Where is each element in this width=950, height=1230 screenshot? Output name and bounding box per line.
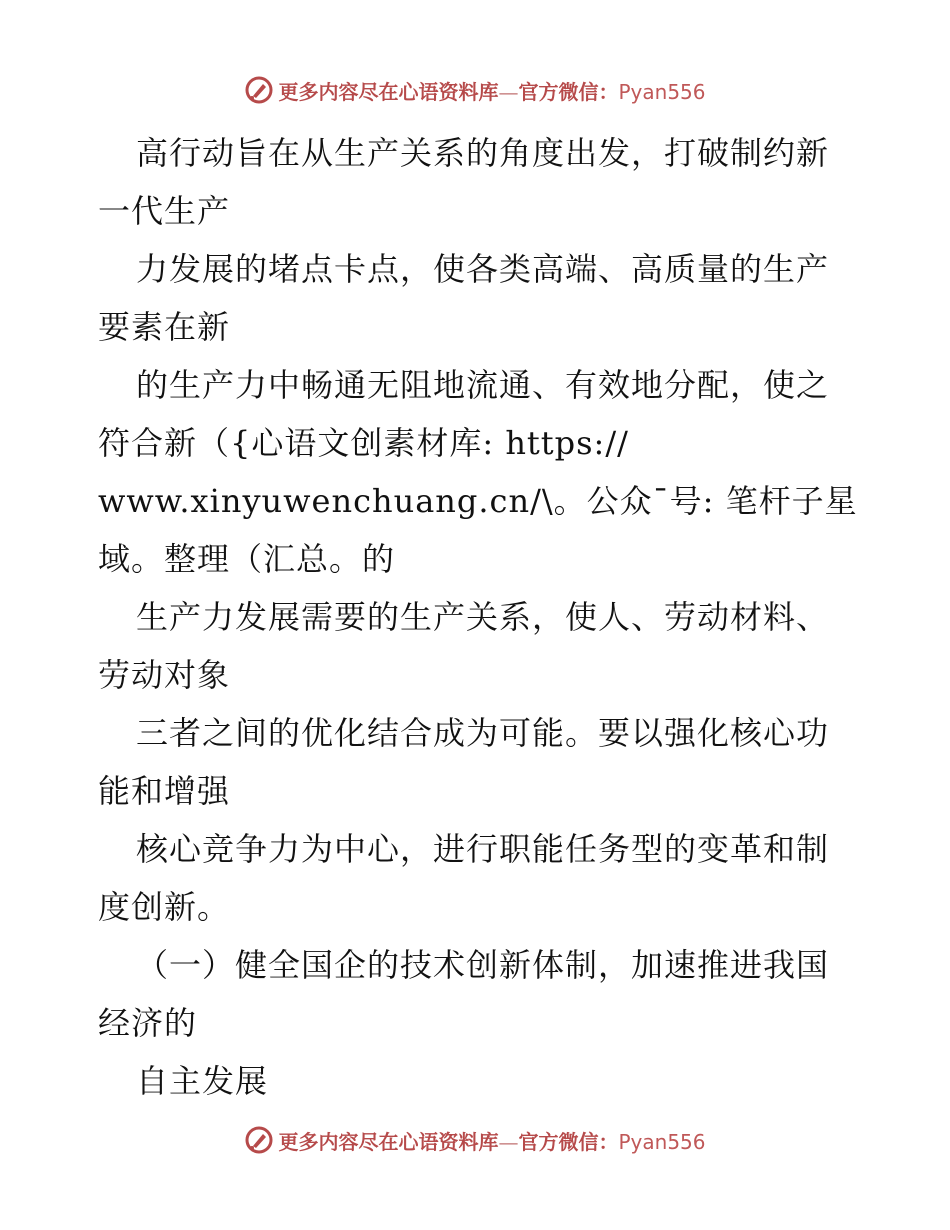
document-body <box>98 124 858 1110</box>
banner-handle: Pyan556 <box>618 79 706 104</box>
text-line: 自主发展 <box>136 1062 269 1100</box>
header-banner <box>0 70 950 110</box>
banner-dash: — <box>498 1129 519 1154</box>
pen-nib-logo-icon <box>244 1125 274 1155</box>
text-line: （一）健全国企的技术创新体制，加速推进我国 <box>136 946 830 984</box>
banner-brand: 更多内容尽在心语资料库 <box>278 1129 499 1154</box>
text-line: 一代生产 <box>98 192 231 230</box>
text-line: 要素在新 <box>98 308 231 346</box>
text-line: 高行动旨在从生产关系的角度出发，打破制约新 <box>136 134 830 172</box>
text-line: 度创新。 <box>98 888 231 926</box>
text-line: 符合新（{心语文创素材库: https:// <box>98 424 629 462</box>
banner-text <box>278 1126 705 1155</box>
banner-dash: — <box>498 79 519 104</box>
text-line: 生产力发展需要的生产关系，使人、劳动材料、 <box>136 598 830 636</box>
banner-label: 官方微信： <box>518 79 619 104</box>
text-line: 劳动对象 <box>98 656 231 694</box>
banner-brand: 更多内容尽在心语资料库 <box>278 79 499 104</box>
text-line: 核心竞争力为中心，进行职能任务型的变革和制 <box>136 830 830 868</box>
text-line: 力发展的堵点卡点，使各类高端、高质量的生产 <box>136 250 830 288</box>
banner-text <box>278 76 705 105</box>
text-line: 三者之间的优化结合成为可能。要以强化核心功 <box>136 714 830 752</box>
banner-label: 官方微信： <box>518 1129 619 1154</box>
text-line: 的生产力中畅通无阻地流通、有效地分配，使之 <box>136 366 830 404</box>
text-line: 域。整理（汇总。的 <box>98 540 396 578</box>
text-line: www.xinyuwenchuang.cn/\。公众¯号: 笔杆子星 <box>98 482 858 520</box>
text-line: 能和增强 <box>98 772 231 810</box>
pen-nib-logo-icon <box>244 75 274 105</box>
footer-banner <box>0 1120 950 1160</box>
banner-handle: Pyan556 <box>618 1129 706 1154</box>
text-line: 经济的 <box>98 1004 198 1042</box>
